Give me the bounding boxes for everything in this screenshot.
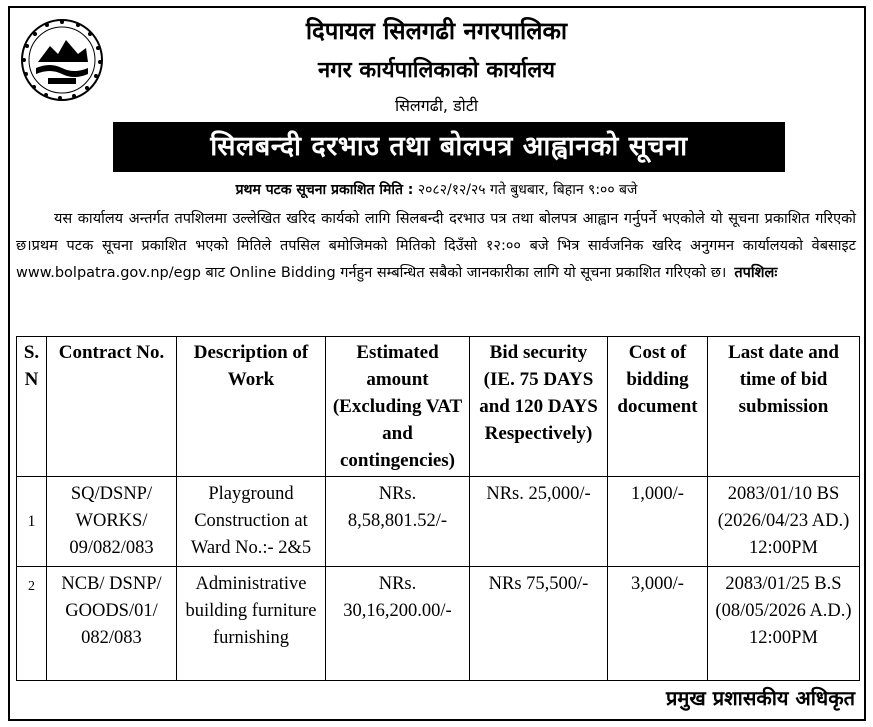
office-subtitle: नगर कार्यपालिकाको कार्यालय (318, 58, 555, 83)
row-security: NRs. 25,000/- (470, 477, 608, 567)
row-amount: NRs. 30,16,200.00/- (326, 567, 470, 681)
notice-body (16, 206, 856, 287)
header-description: Description of Work (177, 337, 326, 477)
row-security: NRs 75,500/- (470, 567, 608, 681)
published-value: २०८२/१२/२५ गते बुधबार, बिहान ९:०० बजे (417, 182, 638, 198)
table-row (17, 477, 860, 567)
row-contract-no: SQ/DSNP/ WORKS/ 09/082/083 (47, 477, 177, 567)
row-deadline: 2083/01/25 B.S (08/05/2026 A.D.) 12:00PM (708, 567, 860, 681)
row-description: Administrative building furniture furnishing (177, 567, 326, 681)
row-description: Playground Construction at Ward No.:- 2&5 (177, 477, 326, 567)
row-cost: 3,000/- (608, 567, 708, 681)
table-header-row (17, 337, 860, 477)
header-estimated-amount: Estimated amount (Excluding VAT and contingencies) (326, 337, 470, 477)
header-sn: S. N (17, 337, 47, 477)
published-date-line (0, 180, 873, 199)
notice-title: सिलबन्दी दरभाउ तथा बोलपत्र आह्वानको सूचना (113, 122, 785, 172)
header-cost: Cost of bidding document (608, 337, 708, 477)
office-name: दिपायल सिलगढी नगरपालिका (305, 17, 568, 45)
header-contract-no: Contract No. (47, 337, 177, 477)
table-row (17, 567, 860, 681)
bid-table (16, 336, 860, 681)
header-deadline: Last date and time of bid submission (708, 337, 860, 477)
row-cost: 1,000/- (608, 477, 708, 567)
row-amount: NRs. 8,58,801.52/- (326, 477, 470, 567)
row-sn: 1 (17, 477, 47, 567)
office-location: सिलगढी, डोटी (394, 96, 479, 115)
schedule-label: तपशिलः (734, 265, 778, 281)
row-contract-no: NCB/ DSNP/ GOODS/01/ 082/083 (47, 567, 177, 681)
row-deadline: 2083/01/10 BS (2026/04/23 AD.) 12:00PM (708, 477, 860, 567)
header-bid-security: Bid security (IE. 75 DAYS and 120 DAYS Respectively) (470, 337, 608, 477)
notice-body-text: यस कार्यालय अन्तर्गत तपशिलमा उल्लेखित खरिद कार्यको लागि सिलबन्दी दरभाउ पत्र तथा बोलपत्र आह्वान गर्नुपर्ने भएकोले यो सूचना प्रकाशित गरिएको छ।प्रथम पटक सूचना प्रकाशित भएको मितिले तपसिल बमोजिमको मितिको दिउँसो १२:०० बजे भित्र सार्वजनिक खरिद अनुगमन कार्यालयको वेबसाइट www.bolpatra.gov.np/egp बाट Online Bidding गर्नहुन सम्बन्धित सबैको जानकारीका लागि यो सूचना प्रकाशित गरिएको छ। (16, 211, 856, 281)
row-sn: 2 (17, 567, 47, 681)
published-label: प्रथम पटक सूचना प्रकाशित मिति : (235, 182, 414, 198)
signatory: प्रमुख प्रशासकीय अधिकृत (666, 686, 855, 710)
